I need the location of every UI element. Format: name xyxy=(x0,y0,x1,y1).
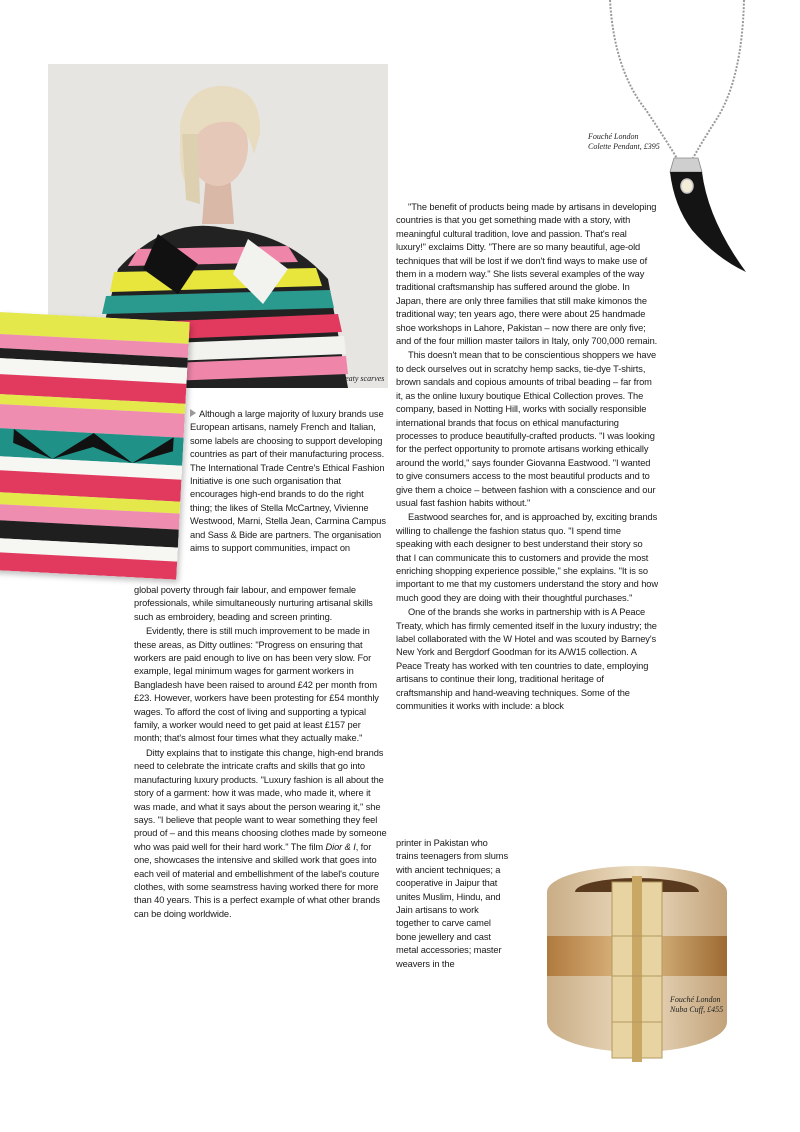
article-paragraph: Evidently, there is still much improvement to be made in these areas, as Ditty outlines: "Progress on ensuring that workers are paid enough to live on has been very slow. For example, legal minimum wages for garment workers in Bangladesh have been raised to around £42 per month from £23. However, workers have been protesting for £54 monthly wages. To afford the cost of living and supporting a typical family, a worker would need to get paid at least £157 per month; that's almost four times what they actually make." xyxy=(134,626,379,744)
article-text: , for one, showcases the intensive and skilled work that goes into each veil of material and embellishment of the label's couture clothes, with some seamstress having worked there for more than 40 years. This is a perfect example of what other brands can be doing worldwide. xyxy=(134,841,380,919)
article-paragraph: printer in Pakistan who trains teenagers from slums with ancient techniques; a cooperative in Jaipur that unites Muslim, Hindu, and Jain artisans to work together to carve camel bone jewellery and cast metal accessories; master weavers in the xyxy=(396,838,509,969)
article-paragraph: "The benefit of products being made by artisans in developing countries is that you get something made with a story, with meaningful cultural tradition, love and passion. That's real luxury!" exclaims Ditty. "There are so many beautiful, age-old techniques that will be lost if we don't find ways to make use of them in a modern way." She lists several examples of the way traditional craftsmanship has suffered around the globe. In Japan, there are only three families that still make kimonos the traditional way; ten years ago, there were about 25 handmade shoe workshops in Lahore, Pakistan – now there are only five; and of the four million master tailors in Italy, only 700,000 remain. xyxy=(396,202,658,347)
pendant-caption-product: Colette Pendant, £395 xyxy=(588,142,660,151)
article-paragraph xyxy=(134,747,388,921)
article-text: Ditty explains that to instigate this change, high-end brands need to celebrate the intricate crafts and skills that go into manufacturing luxury products. "Luxury fashion is all about the story of a garment: how it was made, who made it, where it was made, and what it says about the person wearing it," she says. "I believe that people want to wear something they feel proud of – and this means choosing clothes made by someone who was paid well for their hard work." The film xyxy=(134,747,387,852)
triangle-right-icon xyxy=(190,409,196,417)
article-right-narrow xyxy=(396,837,512,972)
cuff-illustration xyxy=(542,862,732,1070)
cuff-caption-brand: Fouché London xyxy=(670,995,721,1004)
pendant-caption-brand: Fouché London xyxy=(588,132,639,141)
article-paragraph: This doesn't mean that to be conscientious shoppers we have to deck ourselves out in scratchy hemp sacks, tie-dye T-shirts, brown sandals and copious amounts of tribal beading – far from it, as the online luxury boutique Ethical Collection proves. The company, based in Notting Hill, works with socially responsible international brands that focus on ethical manufacturing processes to produce beautifully-crafted products. "I was looking for the perfect opportunity to promote artisans working ethically around the world," says founder Giovanna Eastwood. "I wanted to give consumers access to the most beautiful products and to give them a choice – between fashion with a conscience and our usual fast fashion habits without." xyxy=(396,350,657,508)
article-text: Although a large majority of luxury brands use European artisans, namely French and Italian, some labels are choosing to support developing countries as part of their manufacturing process. The International Trade Centre's Ethical Fashion Initiative is one such organisation that encourages high-end brands to do the right thing; the likes of Stella McCartney, Vivienne Westwood, Marni, Stella Jean, Carmina Campus and Sass & Bide are partners. The organisation aims to support communities, impact on xyxy=(190,409,386,554)
scarf-caption: A Peace Treaty scarves xyxy=(310,374,385,383)
article-left-wrap xyxy=(190,408,388,556)
pendant-caption xyxy=(588,132,660,152)
article-right-column xyxy=(396,201,658,714)
article-paragraph: global poverty through fair labour, and empower female professionals, while simultaneously nurturing artisanal skills such as embroidery, beading and screen printing. xyxy=(134,585,373,622)
cuff-caption-product: Nuba Cuff, £455 xyxy=(670,1005,724,1014)
article-left-column xyxy=(134,584,388,922)
film-title: Dior & I xyxy=(325,841,356,852)
article-paragraph: Eastwood searches for, and is approached by, exciting brands willing to challenge the fashion status quo. "I spend time speaking with each designer to best understand their story so that I can communicate this to customers and provide the most enriching shopping experience possible," she explains. "It is so important to me that my customers understand the story and how much good they are doing with their thoughtful purchases." xyxy=(396,512,658,603)
scarf-photo xyxy=(0,312,190,580)
cuff-photo xyxy=(542,862,732,1070)
cuff-caption xyxy=(670,995,723,1015)
article-paragraph: One of the brands she works in partnership with is A Peace Treaty, which has firmly cemented itself in the luxury industry; the label collaborated with the W Hotel and was scouted by Barney's New York and Bergdorf Goodman for its A/W15 collection. A Peace Treaty has worked with ten countries to date, employing artisans to continue their long, traditional heritage of craftsmanship and hand-weaving techniques. Some of the communities it works with include: a block xyxy=(396,607,657,712)
article-paragraph xyxy=(190,408,388,555)
scarf-illustration xyxy=(0,312,190,580)
